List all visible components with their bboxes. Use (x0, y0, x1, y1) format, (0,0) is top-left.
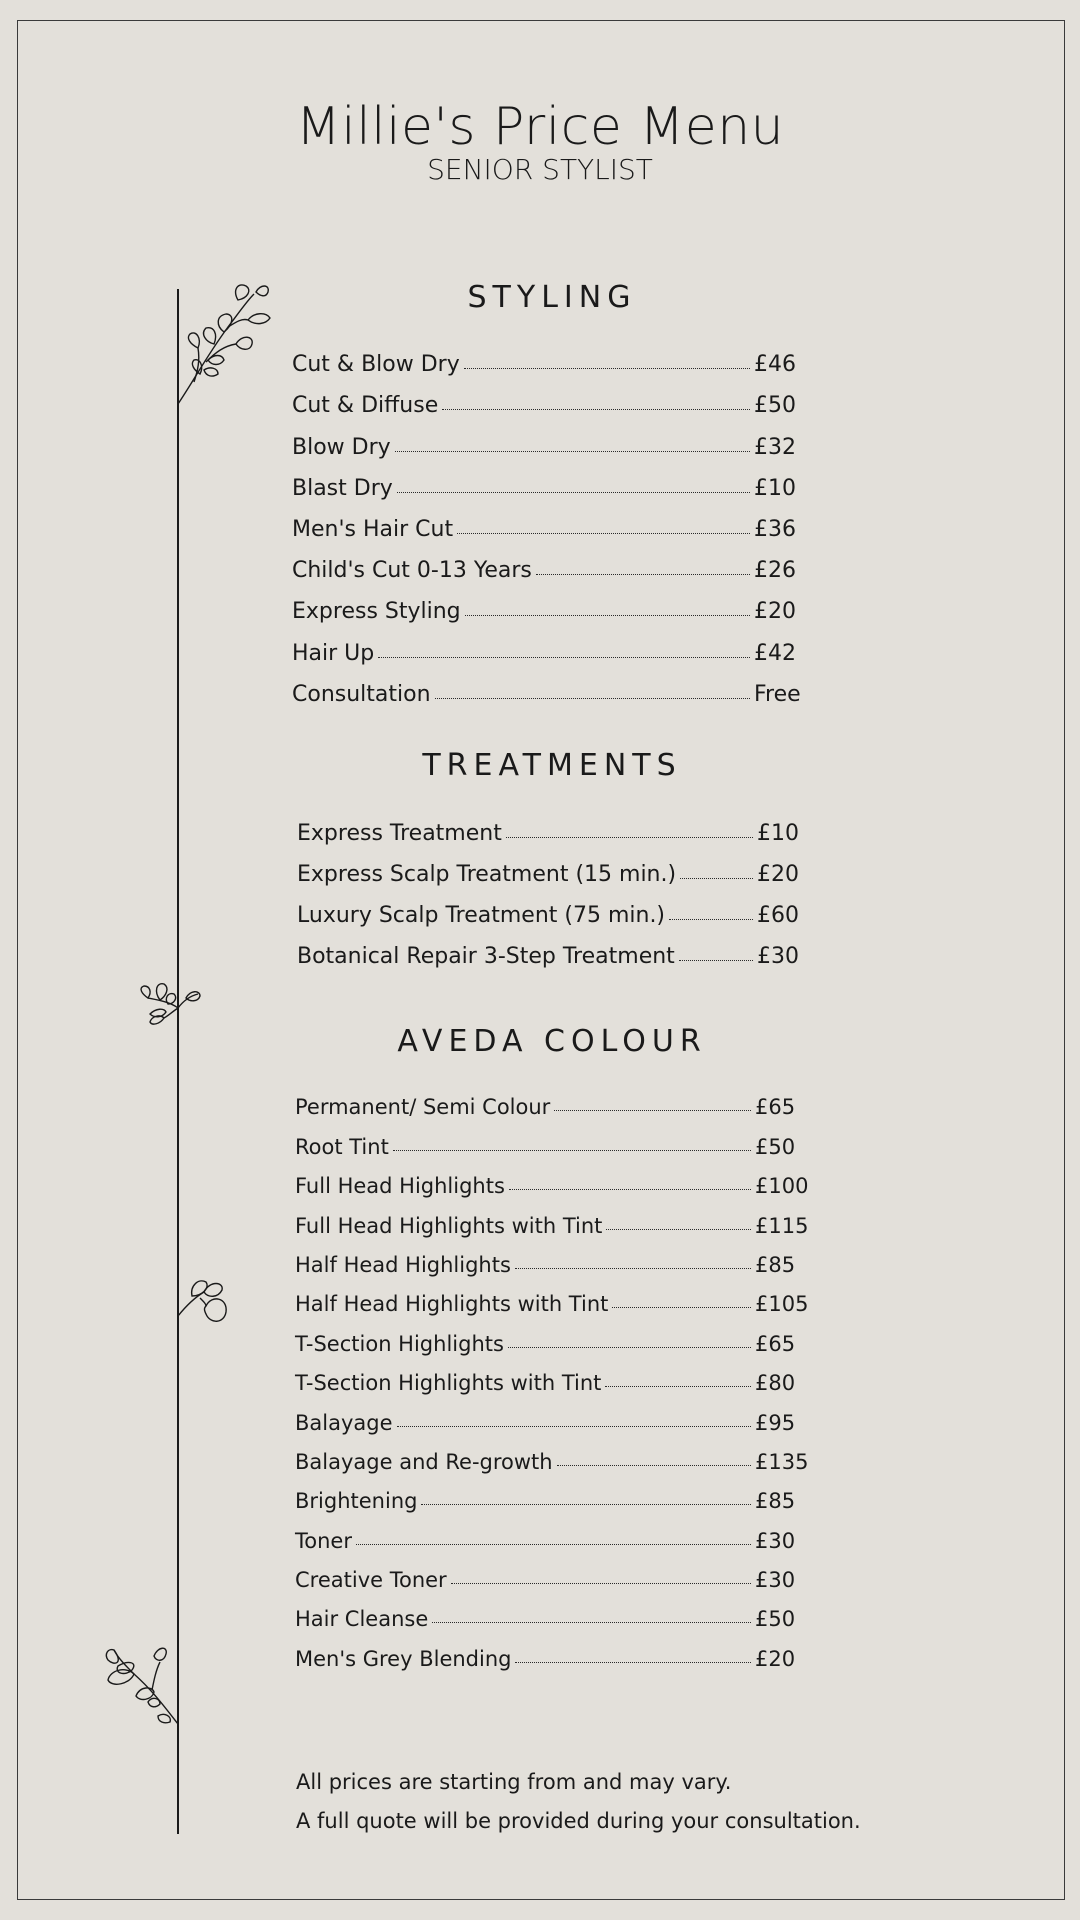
price-row (292, 666, 802, 707)
dot-leader (432, 1622, 751, 1623)
treatments-price-list (297, 805, 802, 969)
styling-price-list (292, 336, 802, 707)
price-row (295, 1395, 802, 1434)
dot-leader (515, 1662, 751, 1663)
price-row (295, 1198, 809, 1238)
dot-leader (508, 1347, 751, 1348)
service-name: Balayage and Re-growth (295, 1449, 553, 1474)
service-name: Hair Up (292, 640, 375, 666)
service-price: £46 (754, 352, 796, 378)
service-price: £65 (755, 1331, 796, 1356)
service-price: £30 (755, 1528, 796, 1553)
service-name: Consultation (292, 681, 431, 707)
price-row (297, 887, 802, 928)
price-row (292, 460, 802, 501)
dot-leader (506, 837, 753, 838)
service-price: £95 (755, 1410, 796, 1435)
dot-leader (442, 409, 750, 410)
service-name: Cut & Diffuse (292, 393, 439, 419)
service-price: £100 (755, 1174, 809, 1199)
footer-note-line2: A full quote will be provided during your consultation. (296, 1809, 861, 1833)
service-price: Free (754, 681, 801, 707)
colour-price-list (295, 1080, 809, 1671)
dot-leader (509, 1189, 751, 1190)
price-row (295, 1316, 802, 1355)
dot-leader (679, 960, 753, 961)
dot-leader (669, 919, 753, 920)
service-price: £85 (755, 1252, 796, 1277)
section-heading-treatments: TREATMENTS (422, 748, 682, 783)
dot-leader (393, 1150, 751, 1151)
page-subtitle: SENIOR STYLIST (427, 153, 653, 186)
service-name: T-Section Highlights (295, 1331, 504, 1356)
dot-leader (457, 533, 750, 534)
service-name: Luxury Scalp Treatment (75 min.) (297, 903, 666, 928)
price-row (295, 1435, 809, 1474)
service-name: Root Tint (295, 1134, 389, 1159)
footer-note-line1: All prices are starting from and may vary. (296, 1770, 732, 1794)
service-name: Brightening (295, 1489, 418, 1514)
service-name: Half Head Highlights (295, 1252, 511, 1277)
price-row (292, 336, 802, 377)
service-price: £30 (757, 944, 799, 969)
price-row (292, 583, 802, 624)
service-name: Child's Cut 0-13 Years (292, 558, 532, 584)
price-row (295, 1277, 809, 1317)
service-price: £135 (755, 1449, 809, 1474)
dot-leader (435, 698, 750, 699)
price-row (292, 542, 802, 583)
price-row (295, 1238, 802, 1277)
dot-leader (397, 1426, 751, 1427)
dot-leader (395, 451, 750, 452)
service-name: Toner (295, 1528, 352, 1553)
price-row (295, 1474, 802, 1513)
decorative-vertical-line (177, 289, 179, 1834)
service-price: £115 (755, 1213, 809, 1238)
service-name: T-Section Highlights with Tint (295, 1371, 602, 1396)
service-name: Creative Toner (295, 1568, 447, 1593)
price-row (292, 624, 802, 665)
service-name: Men's Grey Blending (295, 1646, 512, 1671)
price-row (295, 1631, 802, 1670)
leaf-sprig-icon (138, 978, 202, 1030)
price-row (295, 1080, 802, 1119)
price-row (295, 1119, 802, 1158)
price-row (292, 501, 802, 542)
service-price: £105 (755, 1292, 809, 1317)
dot-leader (554, 1110, 751, 1111)
price-row (297, 846, 802, 887)
dot-leader (606, 1229, 751, 1230)
service-name: Blast Dry (292, 475, 393, 501)
service-price: £20 (755, 1646, 796, 1671)
dot-leader (464, 368, 750, 369)
price-row (292, 418, 802, 459)
service-name: Express Scalp Treatment (15 min.) (297, 862, 677, 887)
dot-leader (515, 1268, 751, 1269)
service-price: £80 (755, 1371, 796, 1396)
leaf-sprig-icon (104, 1644, 180, 1726)
service-price: £10 (757, 821, 799, 846)
dot-leader (557, 1465, 751, 1466)
section-heading-styling: STYLING (467, 280, 637, 315)
service-price: £50 (755, 1134, 796, 1159)
service-name: Express Styling (292, 599, 461, 625)
service-price: £85 (755, 1489, 796, 1514)
service-name: Cut & Blow Dry (292, 352, 460, 378)
section-heading-colour: AVEDA COLOUR (397, 1024, 707, 1059)
dot-leader (451, 1583, 751, 1584)
service-name: Full Head Highlights (295, 1174, 505, 1199)
service-name: Balayage (295, 1410, 393, 1435)
service-name: Hair Cleanse (295, 1607, 429, 1632)
price-row (295, 1553, 802, 1592)
price-row (295, 1159, 809, 1199)
price-row (295, 1592, 802, 1631)
dot-leader (397, 492, 750, 493)
service-name: Permanent/ Semi Colour (295, 1095, 551, 1120)
service-name: Half Head Highlights with Tint (295, 1292, 609, 1317)
service-price: £32 (754, 434, 796, 460)
dot-leader (378, 657, 750, 658)
service-price: £20 (757, 862, 799, 887)
service-price: £30 (755, 1568, 796, 1593)
service-price: £60 (757, 903, 799, 928)
service-name: Blow Dry (292, 434, 391, 460)
price-row (297, 805, 802, 846)
leaf-sprig-icon (176, 1276, 232, 1334)
service-price: £36 (754, 516, 796, 542)
price-row (292, 377, 802, 418)
service-price: £50 (754, 393, 796, 419)
service-price: £65 (755, 1095, 796, 1120)
dot-leader (680, 878, 753, 879)
service-price: £20 (754, 599, 796, 625)
dot-leader (605, 1386, 751, 1387)
dot-leader (612, 1307, 751, 1308)
dot-leader (356, 1544, 751, 1545)
service-name: Botanical Repair 3-Step Treatment (297, 944, 675, 969)
service-name: Men's Hair Cut (292, 516, 454, 542)
price-row (297, 928, 802, 969)
price-row (295, 1356, 802, 1395)
service-price: £50 (755, 1607, 796, 1632)
page-title: Millie's Price Menu (295, 97, 785, 157)
dot-leader (421, 1504, 751, 1505)
service-price: £26 (754, 558, 796, 584)
service-name: Express Treatment (297, 821, 502, 846)
dot-leader (536, 574, 750, 575)
leaf-sprig-icon (176, 282, 276, 407)
dot-leader (465, 615, 750, 616)
service-price: £10 (754, 475, 796, 501)
service-price: £42 (754, 640, 796, 666)
service-name: Full Head Highlights with Tint (295, 1213, 603, 1238)
price-row (295, 1513, 802, 1552)
